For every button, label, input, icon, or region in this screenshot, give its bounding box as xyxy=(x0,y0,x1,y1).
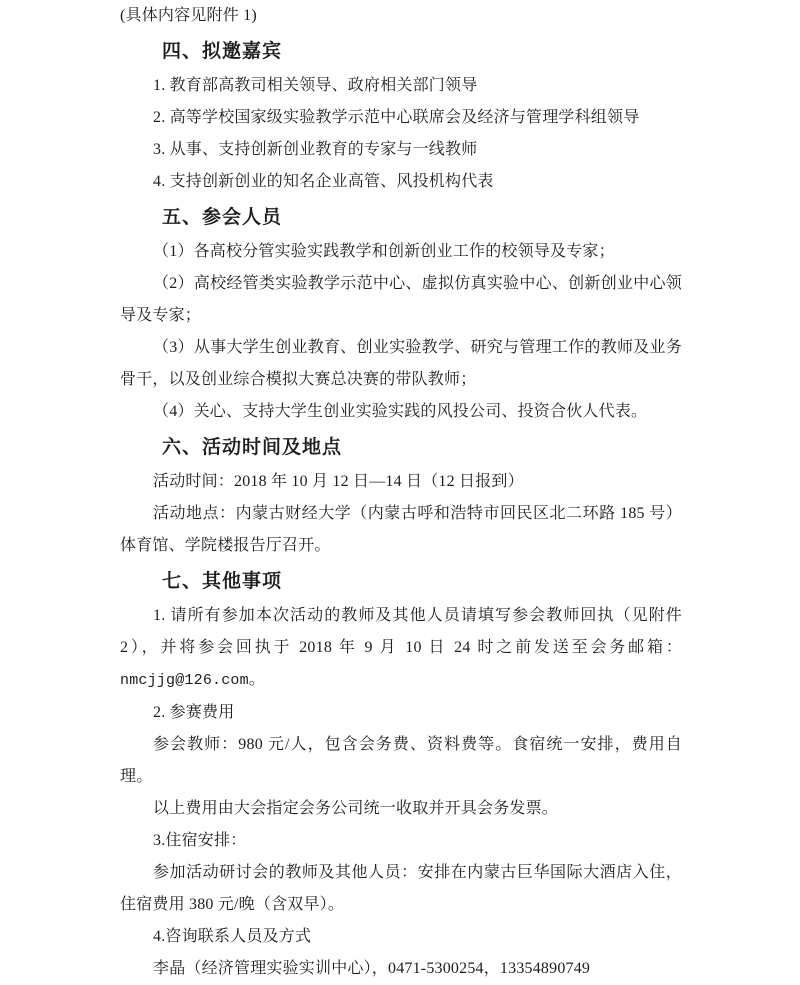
event-location: 活动地点：内蒙古财经大学（内蒙古呼和浩特市回民区北二环路 185 号）体育馆、学院楼报告厅召开。 xyxy=(120,505,682,554)
guest-item-2: 2. 高等学校国家级实验教学示范中心联席会及经济与管理学科组领导 xyxy=(153,109,640,126)
guest-item-1: 1. 教育部高教司相关领导、政府相关部门领导 xyxy=(153,77,478,94)
accommodation-subheading: 3.住宿安排： xyxy=(153,832,247,849)
participant-item-2: （2）高校经管类实验教学示范中心、虚拟仿真实验中心、创新创业中心领导及专家； xyxy=(120,275,682,324)
section-heading-time-location: 六、活动时间及地点 xyxy=(162,437,343,458)
section-heading-participants: 五、参会人员 xyxy=(162,207,283,228)
accommodation-detail: 参加活动研讨会的教师及其他人员：安排在内蒙古巨华国际大酒店入住，住宿费用 380 元/晚（含双早）。 xyxy=(120,864,682,913)
attachment-note: (具体内容见附件 1) xyxy=(120,7,257,24)
return-receipt-instruction xyxy=(120,600,682,697)
contact-detail: 李晶（经济管理实验实训中心），0471-5300254，13354890749 xyxy=(153,960,591,977)
fees-invoice-note: 以上费用由大会指定会务公司统一收取并开具会务发票。 xyxy=(153,800,559,817)
fees-detail: 参会教师：980 元/人，包含会务费、资料费等。食宿统一安排，费用自理。 xyxy=(120,736,682,785)
fees-subheading: 2. 参赛费用 xyxy=(153,704,235,721)
participant-item-1: （1）各高校分管实验实践教学和创新创业工作的校领导及专家； xyxy=(153,243,615,260)
guest-item-3: 3. 从事、支持创新创业教育的专家与一线教师 xyxy=(153,141,478,158)
guest-item-4: 4. 支持创新创业的知名企业高管、风投机构代表 xyxy=(153,173,494,190)
section-heading-other-matters: 七、其他事项 xyxy=(162,571,283,592)
email-address: nmcjjg@126.com xyxy=(120,672,249,689)
return-receipt-text: 1. 请所有参加本次活动的教师及其他人员请填写参会教师回执（见附件 2），并将参会回执于 2018 年 9 月 10 日 24 时之前发送至会务邮箱： xyxy=(120,607,682,656)
event-time: 活动时间：2018 年 10 月 12 日—14 日（12 日报到） xyxy=(153,473,524,490)
participant-item-4: （4）关心、支持大学生创业实验实践的风投公司、投资合伙人代表。 xyxy=(153,403,648,420)
return-receipt-period: 。 xyxy=(248,671,266,688)
participant-item-3: （3）从事大学生创业教育、创业实验教学、研究与管理工作的教师及业务骨干，以及创业综合模拟大赛总决赛的带队教师； xyxy=(120,339,682,388)
contact-subheading: 4.咨询联系人员及方式 xyxy=(153,928,312,945)
section-heading-invited-guests: 四、拟邀嘉宾 xyxy=(162,41,283,62)
